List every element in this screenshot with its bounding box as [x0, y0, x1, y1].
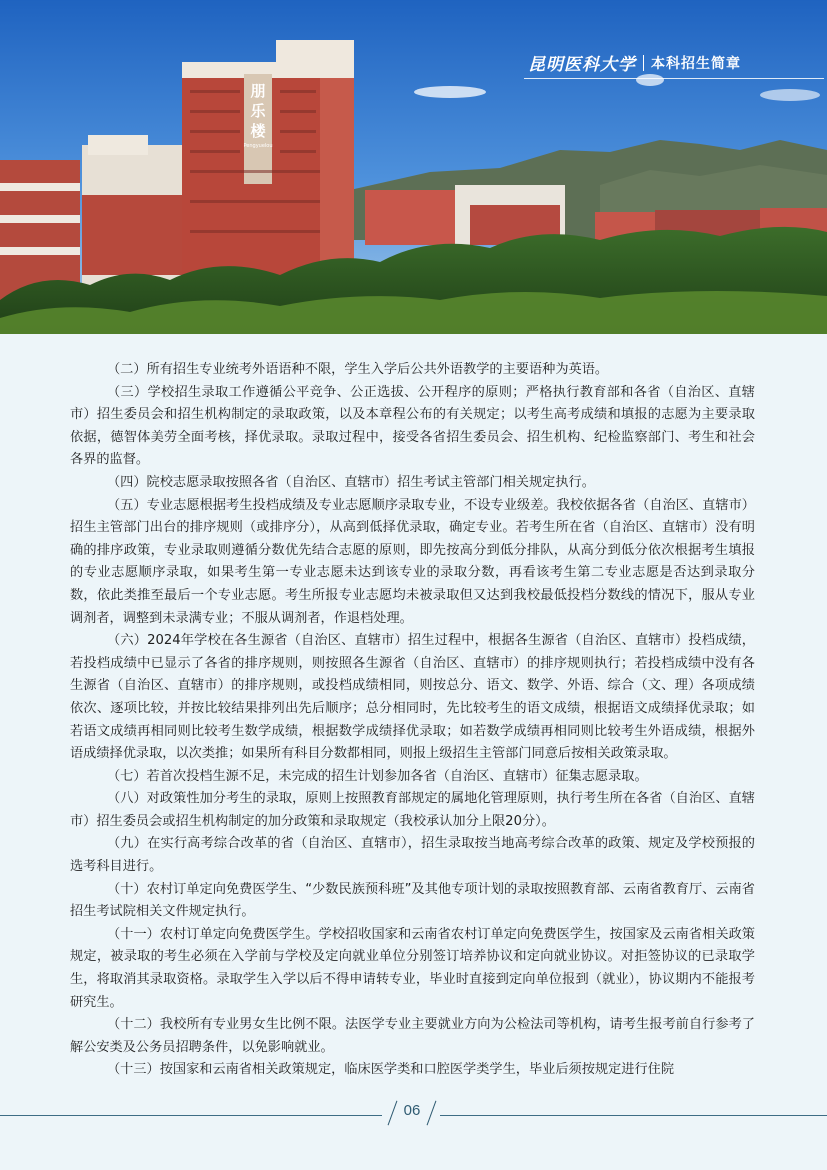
rule-paragraph: （十三）按国家和云南省相关政策规定，临床医学类和口腔医学类学生，毕业后须按规定进行住院: [107, 1062, 675, 1078]
rule-paragraph: （三）学校招生录取工作遵循公平竞争、公正选拔、公开程序的原则；严格执行教育部和各省（自治区、直辖市）招生委员会和招生机构制定的录取政策，以及本章程公布的有关规定；以考生高考成绩和填报的志愿为主要录取依据，德智体美劳全面考核，择优录取。录取过程中，接受各省招生委员会、招生机构、纪检监察部门、考生和社会各界的监督。: [70, 384, 755, 468]
rule-paragraph: （五）专业志愿根据考生投档成绩及专业志愿顺序录取专业，不设专业级差。我校依据各省（自治区、直辖市）招生主管部门出台的排序规则（或排序分），从高到低择优录取，确定专业。若考生所在省（自治区、直辖市）没有明确的排序政策，专业录取则遵循分数优先结合志愿的原则，即先按高分到低分排队，从高分到低分依次根据考生填报的专业志愿顺序录取，如果考生第一专业志愿未达到该专业的录取分数，再看该考生第二专业志愿是否达到录取分数，依此类推至最后一个专业志愿。考生所报专业志愿均未被录取但又达到我校最低投档分数线的情况下，服从专业调剂者，调整到未录满专业；不服从调剂者，作退档处理。: [70, 497, 755, 626]
building-sign-char: 楼: [250, 122, 266, 140]
brand-divider: [643, 55, 644, 71]
document-title: 本科招生简章: [651, 55, 741, 72]
rule-paragraph: （六）2024年学校在各生源省（自治区、直辖市）招生过程中，根据各生源省（自治区、直辖市）投档成绩，若投档成绩中已显示了各省的排序规则，则按照各生源省（自治区、直辖市）的排序规则执行；若投档成绩中没有各生源省（自治区、直辖市）的排序规则，或投档成绩相同，则按总分、语文、数学、外语、综合（文、理）各项成绩依次、逐项比较，并按比较结果排列出先后顺序；总分相同时，先比较考生的语文成绩，根据语文成绩择优录取；如若语文成绩再相同则比较考生数学成绩，根据数学成绩择优录取；如若数学成绩再相同则比较考生外语成绩，根据外语成绩择优录取，以次类推；如果所有科目分数都相同，则报上级招生主管部门同意后按相关政策录取。: [70, 633, 755, 762]
building: [365, 190, 460, 245]
rule-paragraph: （七）若首次投档生源不足，未完成的招生计划参加各省（自治区、直辖市）征集志愿录取。: [107, 768, 648, 784]
header-rule: [524, 78, 824, 79]
cloud: [760, 89, 820, 101]
cloud: [414, 86, 486, 98]
campus-photo: [0, 0, 827, 334]
admission-rules-text: [70, 359, 755, 1082]
building-sign-pinyin: Pengyuelou: [243, 143, 273, 149]
rule-paragraph: （十）农村订单定向免费医学生、“少数民族预科班”及其他专项计划的录取按照教育部、云南省教育厅、云南省招生考试院相关文件规定执行。: [70, 881, 755, 920]
header-branding: [528, 50, 741, 75]
cloud: [636, 74, 664, 86]
building: [0, 160, 80, 300]
building-sign-char: 乐: [250, 102, 266, 120]
rule-paragraph: （二）所有招生专业统考外语语种不限，学生入学后公共外语教学的主要语种为英语。: [107, 362, 609, 377]
rule-paragraph: （八）对政策性加分考生的录取，原则上按照教育部规定的属地化管理原则，执行考生所在各省（自治区、直辖市）招生委员会或招生机构制定的加分政策和录取规定（我校承认加分上限20分）。: [70, 791, 755, 829]
rule-paragraph: （十一）农村订单定向免费医学生。学校招收国家和云南省农村订单定向免费医学生，按国家及云南省相关政策规定，被录取的考生必须在入学前与学校及定向就业单位分别签订培养协议和定向就业协议。对拒签协议的已录取学生，将取消其录取资格。录取学生入学以后不得申请转专业，毕业时直接到定向单位报到（就业），协议期内不能报考研究生。: [70, 926, 755, 1010]
page-number: 06: [403, 1102, 421, 1119]
rule-paragraph: （十二）我校所有专业男女生比例不限。法医学专业主要就业方向为公检法司等机构，请考生报考前自行参考了解公安类及公务员招聘条件，以免影响就业。: [70, 1017, 755, 1055]
building-sign-char: 朋: [250, 82, 266, 100]
footer-rule-left: [0, 1115, 382, 1116]
rule-paragraph: （九）在实行高考综合改革的省（自治区、直辖市），招生录取按当地高考综合改革的政策、规定及学校预报的选考科目进行。: [70, 836, 755, 875]
rule-paragraph: （四）院校志愿录取按照各省（自治区、直辖市）招生考试主管部门相关规定执行。: [107, 474, 595, 490]
footer-rule-right: [440, 1115, 827, 1116]
school-name: 昆明医科大学: [528, 55, 636, 75]
